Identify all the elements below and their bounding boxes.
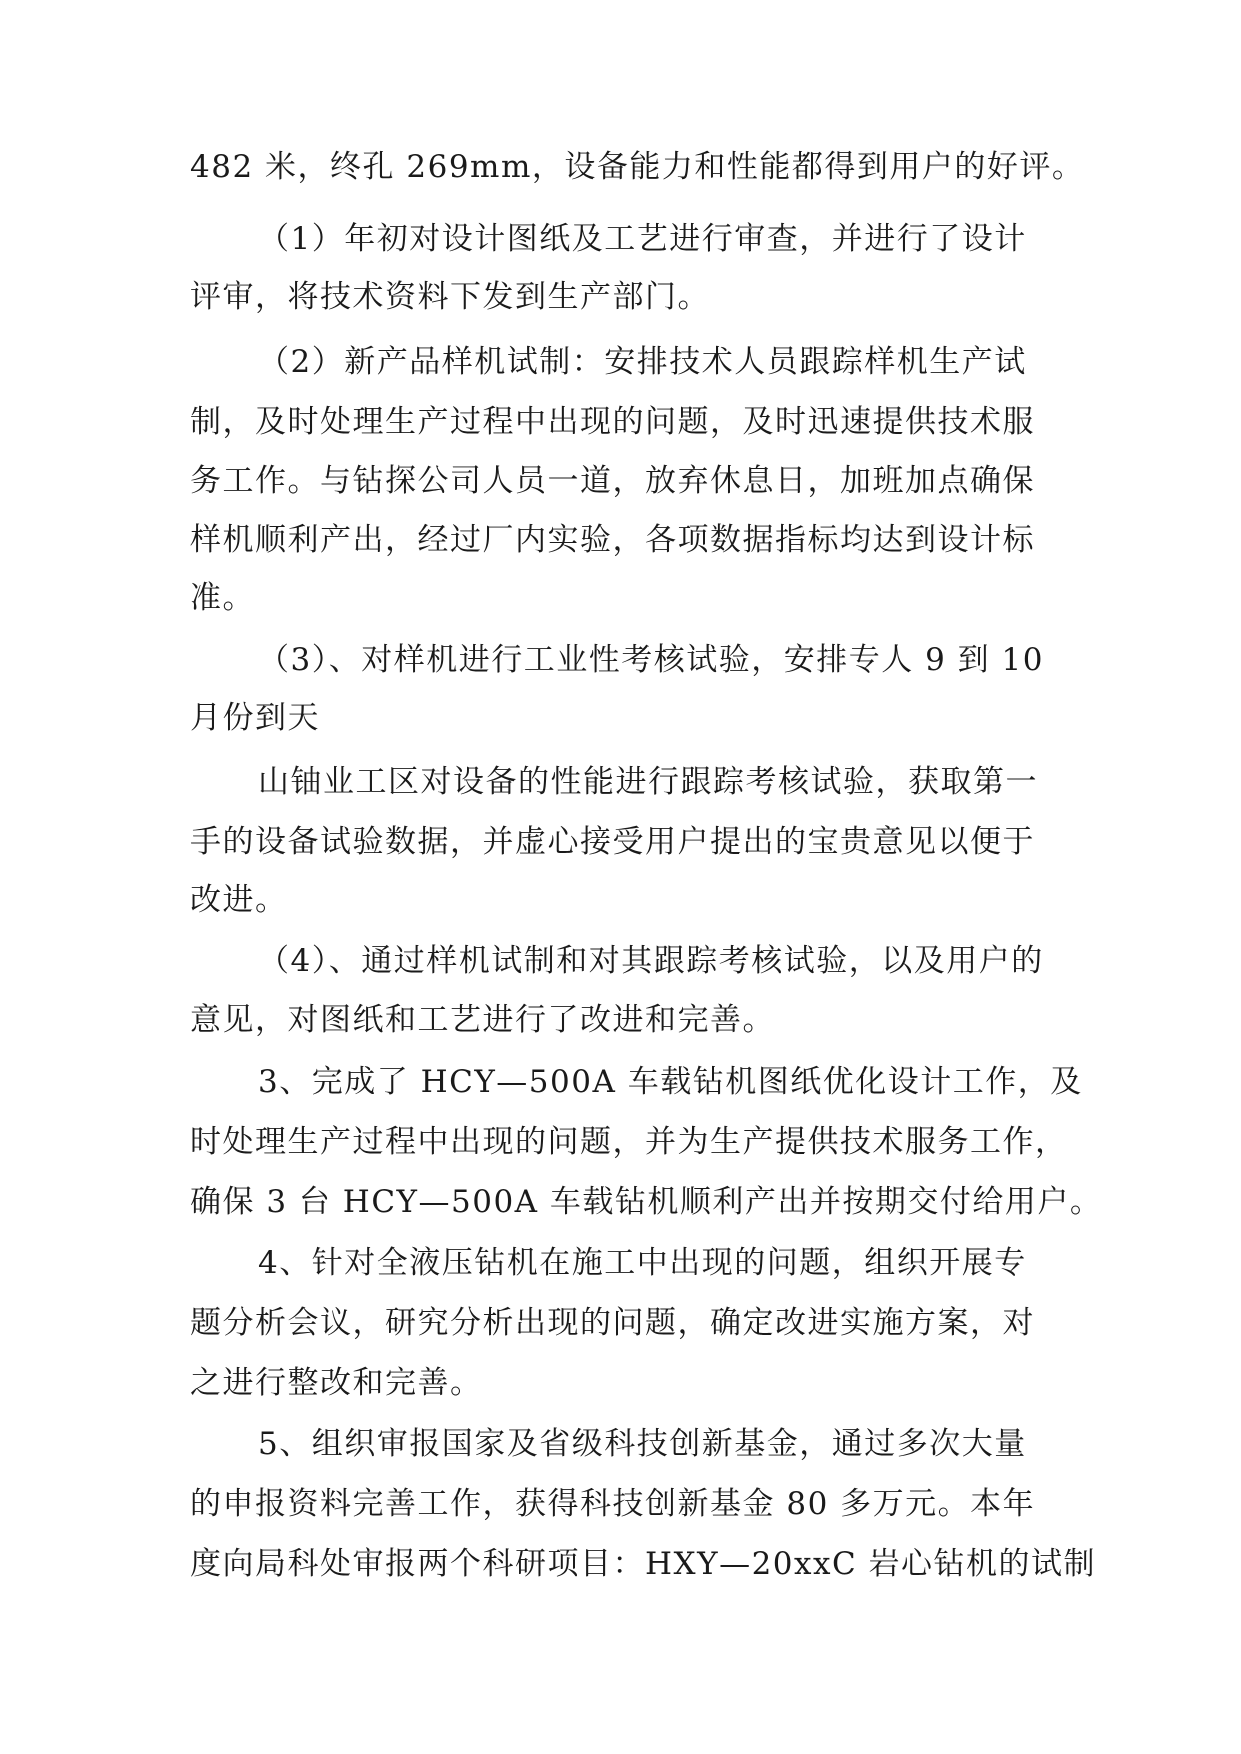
text-line: 手的设备试验数据，并虚心接受用户提出的宝贵意见以便于	[190, 824, 1035, 860]
text-line: （2）新产品样机试制：安排技术人员跟踪样机生产试	[258, 344, 1027, 380]
text-line: 3、完成了 HCY—500A 车载钻机图纸优化设计工作，及	[258, 1064, 1083, 1100]
text-line: 准。	[190, 580, 255, 616]
text-line: 的申报资料完善工作，获得科技创新基金 80 多万元。本年	[190, 1486, 1036, 1522]
text-line: （1）年初对设计图纸及工艺进行审查，并进行了设计	[258, 221, 1027, 257]
text-line: （3）、对样机进行工业性考核试验，安排专人 9 到 10	[258, 642, 1044, 678]
text-line: 之进行整改和完善。	[190, 1365, 483, 1401]
text-line: 意见，对图纸和工艺进行了改进和完善。	[190, 1002, 775, 1038]
text-line: 制，及时处理生产过程中出现的问题，及时迅速提供技术服	[190, 404, 1035, 440]
text-line: 482 米，终孔 269mm，设备能力和性能都得到用户的好评。	[190, 149, 1085, 185]
text-line: 评审，将技术资料下发到生产部门。	[190, 279, 710, 315]
text-line: 改进。	[190, 882, 288, 918]
text-line: 山铀业工区对设备的性能进行跟踪考核试验，获取第一	[258, 764, 1038, 800]
text-line: 4、针对全液压钻机在施工中出现的问题，组织开展专	[258, 1245, 1027, 1281]
text-line: （4）、通过样机试制和对其跟踪考核试验，以及用户的	[258, 943, 1044, 979]
text-line: 月份到天	[190, 700, 320, 736]
text-line: 务工作。与钻探公司人员一道，放弃休息日，加班加点确保	[190, 463, 1035, 499]
text-line: 5、组织审报国家及省级科技创新基金，通过多次大量	[258, 1426, 1027, 1462]
text-line: 题分析会议，研究分析出现的问题，确定改进实施方案，对	[190, 1305, 1035, 1341]
text-line: 时处理生产过程中出现的问题，并为生产提供技术服务工作，	[190, 1124, 1068, 1160]
text-line: 确保 3 台 HCY—500A 车载钻机顺利产出并按期交付给用户。	[190, 1184, 1103, 1220]
text-line: 样机顺利产出，经过厂内实验，各项数据指标均达到设计标	[190, 522, 1035, 558]
text-line: 度向局科处审报两个科研项目：HXY—20xxC 岩心钻机的试制	[190, 1546, 1097, 1582]
